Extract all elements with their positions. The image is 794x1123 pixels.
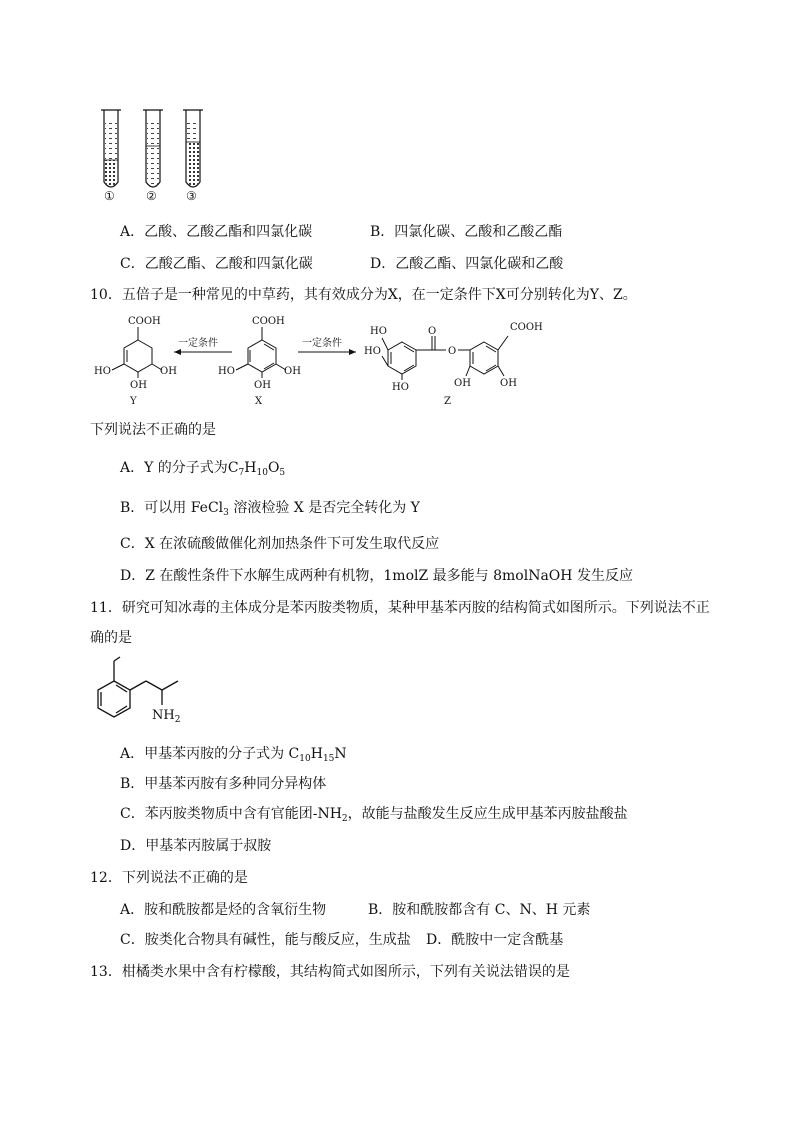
q11-stem-line1: 11．研究可知冰毒的主体成分是苯丙胺类物质，某种甲基苯丙胺的结构简式如图所示。下列说法不正	[90, 600, 710, 616]
tube-label-3: ③	[186, 189, 197, 203]
q10-b-pre: B．可以用 FeCl	[120, 500, 224, 516]
q12-option-b[interactable]: B．胺和酰胺都含有 C、N、H 元素	[368, 902, 591, 918]
q12-option-d[interactable]: D．酰胺中一定含酰基	[426, 932, 564, 948]
q10-option-c[interactable]: C．X 在浓硫酸做催化剂加热条件下可发生取代反应	[120, 536, 440, 552]
q11-option-d[interactable]: D．甲基苯丙胺属于叔胺	[120, 838, 272, 854]
q9-option-a[interactable]: A．乙酸、乙酸乙酯和四氯化碳	[120, 224, 313, 240]
x-oh-bottom-label: OH	[254, 380, 271, 391]
q11-option-b[interactable]: B．甲基苯丙胺有多种同分异构体	[120, 776, 327, 792]
y-oh-bottom-label: OH	[130, 380, 147, 391]
tube-label-1: ①	[104, 189, 115, 203]
q11-a-n: N	[334, 746, 347, 762]
q11-c-pre: C．苯丙胺类物质中含有官能团-NH	[120, 806, 342, 822]
x-oh-right-label: OH	[284, 366, 301, 377]
q11-a-pre: A．甲基苯丙胺的分子式为 C	[120, 746, 300, 762]
z-oh-left-label: OH	[454, 378, 471, 389]
q10-a-formula: $C_7H_{10}O_5$	[227, 460, 286, 478]
q12-option-c[interactable]: C．胺类化合物具有碱性，能与酸反应，生成盐	[120, 932, 411, 948]
q10-option-b[interactable]	[120, 498, 420, 518]
z-ho-mid-label: HO	[364, 346, 381, 357]
q10-b-post: 溶液检验 X 是否完全转化为 Y	[228, 500, 420, 516]
y-label: Y	[130, 396, 137, 407]
q11-option-a[interactable]	[120, 744, 347, 764]
tube-label-2: ②	[146, 189, 157, 203]
test-tube-3	[183, 110, 203, 187]
z-ho-bottom-label: HO	[392, 382, 409, 393]
q10-option-d[interactable]: D．Z 在酸性条件下水解生成两种有机物，1molZ 最多能与 8molNaOH 发生反应	[120, 568, 633, 584]
q11-a-h: H	[310, 746, 323, 762]
test-tube-1	[101, 110, 121, 187]
z-oh-right-label: OH	[500, 378, 517, 389]
structure-methamphetamine	[90, 655, 210, 735]
arrow-left-condition: 一定条件	[178, 338, 218, 349]
q13-stem: 13．柑橘类水果中含有柠檬酸，其结构简式如图所示，下列有关说法错误的是	[90, 964, 570, 980]
arrow-right-condition: 一定条件	[302, 338, 342, 349]
y-ho-label: HO	[94, 366, 111, 377]
q12-option-a[interactable]: A．胺和酰胺都是烃的含氧衍生物	[120, 902, 327, 918]
q10-b-sub: 3	[223, 508, 229, 518]
z-ester-o-label: O	[448, 346, 457, 357]
q9-option-c[interactable]: C．乙酸乙酯、乙酸和四氯化碳	[120, 256, 313, 272]
test-tube-2	[143, 110, 163, 187]
q11-a-sub-c: 10	[299, 754, 311, 764]
q9-option-b[interactable]: B．四氯化碳、乙酸和乙酸乙酯	[370, 224, 563, 240]
q9-option-d[interactable]: D．乙酸乙酯、四氯化碳和乙酸	[370, 256, 564, 272]
structure-z	[362, 312, 602, 412]
q12-stem: 12．下列说法不正确的是	[90, 870, 248, 886]
y-oh-right-label: OH	[160, 366, 177, 377]
x-ho-label: HO	[218, 366, 235, 377]
arrow-x-to-z	[294, 334, 364, 364]
q10-option-a[interactable]	[120, 458, 285, 478]
q11-option-c[interactable]	[120, 804, 628, 824]
x-label: X	[255, 396, 263, 407]
q11-nh2-label: $NH_2$	[152, 708, 181, 725]
q11-stem-line2: 确的是	[90, 630, 132, 646]
z-carbonyl-o-label: O	[428, 326, 437, 337]
z-cooh-label: COOH	[510, 322, 543, 333]
q11-c-sub: 2	[341, 814, 348, 824]
q10-stem: 10．五倍子是一种常见的中草药，其有效成分为X，在一定条件下X可分别转化为Y、Z。	[90, 287, 637, 303]
z-ho-top-label: HO	[370, 326, 387, 337]
q10-prompt: 下列说法不正确的是	[90, 422, 216, 438]
z-label: Z	[444, 396, 451, 407]
y-cooh-label: COOH	[128, 316, 161, 327]
q11-a-sub-h: 15	[322, 754, 335, 764]
x-cooh-label: COOH	[252, 316, 285, 327]
q10-a-text: A．Y 的分子式为	[120, 460, 228, 476]
q11-c-post: ，故能与盐酸发生反应生成甲基苯丙胺盐酸盐	[347, 806, 628, 822]
